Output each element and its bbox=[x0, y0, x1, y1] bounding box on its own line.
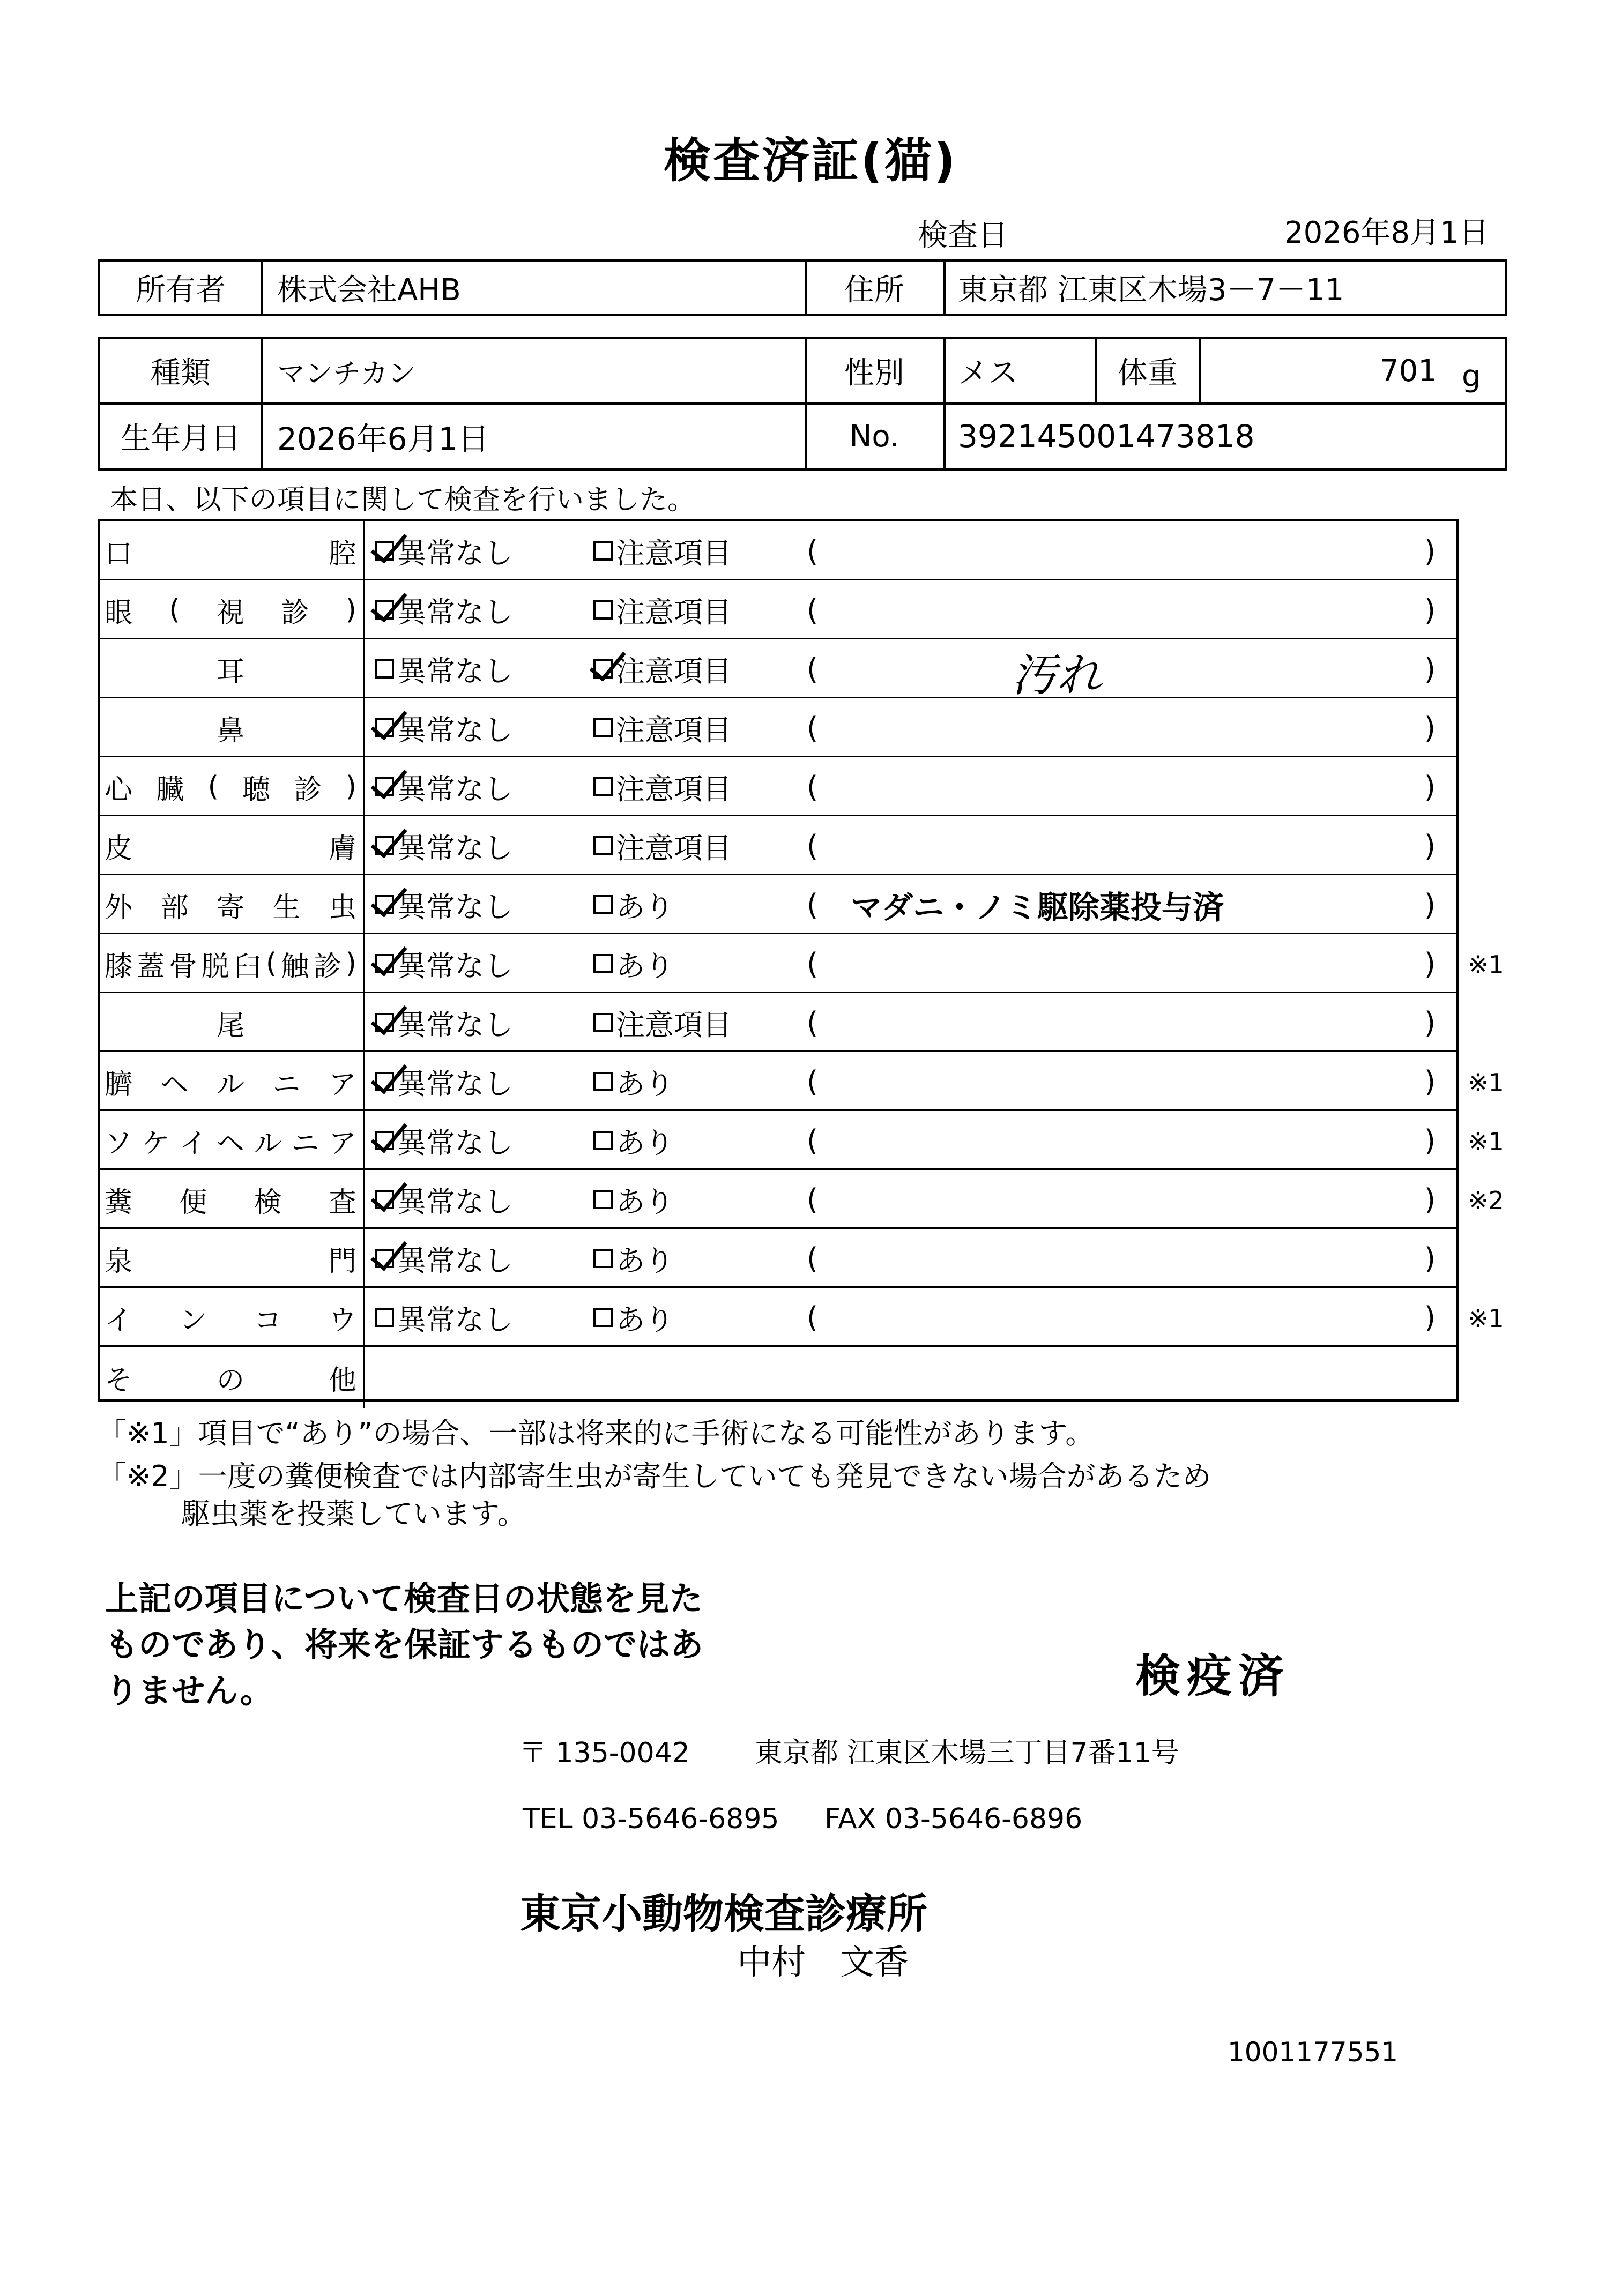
option-present-label: あり bbox=[616, 1302, 674, 1337]
checkbox-present[interactable] bbox=[593, 1072, 613, 1091]
option-present[interactable] bbox=[593, 1288, 674, 1347]
open-paren: ( bbox=[807, 888, 819, 922]
option-present-label: あり bbox=[616, 1067, 674, 1101]
checkbox-normal[interactable] bbox=[375, 1072, 394, 1091]
footnote-2-line-2: 駆虫薬を投薬しています。 bbox=[181, 1497, 526, 1531]
option-normal-label: 異常なし bbox=[397, 595, 513, 629]
checkbox-caution[interactable] bbox=[593, 659, 613, 679]
table-row bbox=[100, 1170, 1456, 1229]
open-paren: ( bbox=[807, 534, 819, 568]
option-caution[interactable] bbox=[593, 580, 732, 639]
table-row bbox=[100, 1229, 1456, 1288]
close-paren: ) bbox=[1424, 888, 1436, 922]
close-paren: ) bbox=[1424, 829, 1436, 863]
row-note: 汚れ bbox=[1012, 648, 1102, 702]
row-label: 眼 ( 視 診 ) bbox=[105, 594, 356, 629]
option-caution[interactable] bbox=[593, 816, 732, 875]
animal-table bbox=[98, 337, 1507, 471]
weight-unit: g bbox=[1462, 359, 1481, 394]
table-row bbox=[100, 816, 1456, 875]
open-paren: ( bbox=[807, 652, 819, 686]
option-normal-label: 異常なし bbox=[397, 1125, 513, 1160]
option-normal-label: 異常なし bbox=[397, 1067, 513, 1101]
close-paren: ) bbox=[1424, 770, 1436, 804]
exam-date-value: 2026年8月1日 bbox=[1284, 215, 1489, 250]
option-normal[interactable] bbox=[375, 1052, 513, 1111]
checkbox-normal[interactable] bbox=[375, 836, 394, 855]
option-caution-label: 注意項目 bbox=[616, 654, 732, 688]
row-label: ソ ケ イ ヘ ル ニ ア bbox=[105, 1127, 356, 1160]
address-label: 住所 bbox=[844, 273, 904, 308]
option-normal[interactable] bbox=[375, 698, 513, 757]
owner-table bbox=[98, 259, 1507, 316]
option-caution[interactable] bbox=[593, 757, 732, 816]
option-caution-label: 注意項目 bbox=[616, 772, 732, 806]
row-label: 口 腔 bbox=[105, 538, 356, 570]
row-label: 耳 bbox=[216, 655, 244, 688]
checkbox-normal[interactable] bbox=[375, 895, 394, 914]
checkbox-caution[interactable] bbox=[593, 836, 613, 855]
exam-date-label: 検査日 bbox=[918, 218, 1008, 253]
table-row bbox=[100, 1288, 1456, 1347]
checkbox-normal[interactable] bbox=[375, 659, 394, 679]
option-present-label: あり bbox=[616, 1243, 674, 1278]
owner-label: 所有者 bbox=[136, 273, 226, 308]
option-caution[interactable] bbox=[593, 993, 732, 1052]
option-present[interactable] bbox=[593, 1111, 674, 1170]
table-row bbox=[100, 1052, 1456, 1111]
table-row bbox=[100, 1111, 1456, 1170]
checkbox-normal[interactable] bbox=[375, 1013, 394, 1032]
footnote-2-line-1: 「※2」一度の糞便検査では内部寄生虫が寄生していても発見できない場合があるため bbox=[98, 1459, 1211, 1493]
checkbox-normal[interactable] bbox=[375, 954, 394, 973]
checkbox-normal[interactable] bbox=[375, 541, 394, 561]
open-paren: ( bbox=[807, 829, 819, 863]
open-paren: ( bbox=[807, 711, 819, 745]
close-paren: ) bbox=[1424, 652, 1436, 686]
no-value: 392145001473818 bbox=[958, 418, 1255, 454]
clinic-address: 東京都 江東区木場三丁目7番11号 bbox=[755, 1737, 1179, 1769]
weight-value: 701 bbox=[1380, 353, 1437, 389]
clinic-tel: TEL 03-5646-6895 bbox=[523, 1803, 779, 1835]
footnote-mark: ※1 bbox=[1468, 1068, 1504, 1097]
birth-value: 2026年6月1日 bbox=[277, 421, 489, 457]
close-paren: ) bbox=[1424, 1005, 1436, 1040]
row-label: 膝 蓋 骨 脱 臼 ( 触 診 ) bbox=[105, 948, 356, 983]
table-row bbox=[100, 521, 1456, 580]
open-paren: ( bbox=[807, 1241, 819, 1276]
sex-label: 性別 bbox=[844, 356, 904, 391]
option-present[interactable] bbox=[593, 1229, 674, 1288]
option-normal-label: 異常なし bbox=[397, 890, 513, 924]
row-label: 心 臓 ( 聴 診 ) bbox=[105, 771, 356, 806]
checkbox-normal[interactable] bbox=[375, 600, 394, 620]
option-normal[interactable] bbox=[375, 1288, 513, 1347]
open-paren: ( bbox=[807, 946, 819, 981]
option-normal[interactable] bbox=[375, 875, 513, 934]
option-present-label: あり bbox=[616, 890, 674, 924]
checkbox-caution[interactable] bbox=[593, 600, 613, 620]
option-present[interactable] bbox=[593, 875, 674, 934]
option-normal-label: 異常なし bbox=[397, 654, 513, 688]
row-label: 皮 膚 bbox=[105, 832, 356, 865]
footnote-mark: ※2 bbox=[1468, 1186, 1504, 1215]
option-normal[interactable] bbox=[375, 521, 513, 580]
checkbox-present[interactable] bbox=[593, 954, 613, 973]
table-row bbox=[100, 934, 1456, 993]
option-normal-label: 異常なし bbox=[397, 831, 513, 865]
row-label: 糞 便 検 査 bbox=[105, 1186, 356, 1219]
row-label: イ ン コ ウ bbox=[105, 1304, 356, 1337]
footnote-mark: ※1 bbox=[1468, 950, 1504, 979]
option-normal-label: 異常なし bbox=[397, 1008, 513, 1042]
close-paren: ) bbox=[1424, 1064, 1436, 1099]
row-note: マダニ・ノミ駆除薬投与済 bbox=[851, 889, 1224, 926]
option-normal-label: 異常なし bbox=[397, 713, 513, 747]
open-paren: ( bbox=[807, 1005, 819, 1040]
checkbox-normal[interactable] bbox=[375, 1308, 394, 1327]
option-present-label: あり bbox=[616, 1125, 674, 1160]
open-paren: ( bbox=[807, 593, 819, 627]
option-caution-label: 注意項目 bbox=[616, 1008, 732, 1042]
breed-value: マンチカン bbox=[277, 357, 416, 390]
table-row bbox=[100, 698, 1456, 757]
option-normal[interactable] bbox=[375, 993, 513, 1052]
option-caution-label: 注意項目 bbox=[616, 713, 732, 747]
option-caution-label: 注意項目 bbox=[616, 595, 732, 629]
option-normal-label: 異常なし bbox=[397, 1184, 513, 1219]
checkbox-present[interactable] bbox=[593, 1190, 613, 1209]
footnote-mark: ※1 bbox=[1468, 1304, 1504, 1333]
option-normal[interactable] bbox=[375, 934, 513, 993]
close-paren: ) bbox=[1424, 593, 1436, 627]
address-value: 東京都 江東区木場3－7－11 bbox=[958, 273, 1344, 308]
checkbox-caution[interactable] bbox=[593, 777, 613, 796]
birth-label: 生年月日 bbox=[121, 421, 241, 456]
checkbox-normal[interactable] bbox=[375, 718, 394, 737]
open-paren: ( bbox=[807, 1300, 819, 1335]
checkbox-caution[interactable] bbox=[593, 541, 613, 561]
checkbox-normal[interactable] bbox=[375, 1131, 394, 1150]
table-row bbox=[100, 639, 1456, 702]
table-row-other bbox=[100, 1347, 1456, 1408]
checkbox-caution[interactable] bbox=[593, 718, 613, 737]
open-paren: ( bbox=[807, 1182, 819, 1217]
checkbox-present[interactable] bbox=[593, 1249, 613, 1268]
table-row bbox=[100, 993, 1456, 1052]
table-row bbox=[100, 757, 1456, 816]
option-caution[interactable] bbox=[593, 698, 732, 757]
option-normal-label: 異常なし bbox=[397, 536, 513, 570]
row-label: 泉 門 bbox=[105, 1245, 356, 1278]
close-paren: ) bbox=[1424, 1123, 1436, 1158]
document-number: 1001177551 bbox=[1228, 2037, 1399, 2068]
option-caution-label: 注意項目 bbox=[616, 831, 732, 865]
checkbox-normal[interactable] bbox=[375, 1249, 394, 1268]
option-caution[interactable] bbox=[593, 521, 732, 580]
row-label: 尾 bbox=[216, 1009, 244, 1042]
checkbox-present[interactable] bbox=[593, 1308, 613, 1327]
checkbox-present[interactable] bbox=[593, 895, 613, 914]
open-paren: ( bbox=[807, 1123, 819, 1158]
option-present[interactable] bbox=[593, 934, 674, 993]
option-caution-label: 注意項目 bbox=[616, 536, 732, 570]
intro-text: 本日、以下の項目に関して検査を行いました。 bbox=[110, 484, 696, 516]
row-label: 外 部 寄 生 虫 bbox=[105, 891, 356, 924]
inspection-seal: 検疫済 bbox=[1135, 1650, 1290, 1702]
option-normal[interactable] bbox=[375, 757, 513, 816]
clinic-fax: FAX 03-5646-6896 bbox=[824, 1803, 1083, 1835]
table-row bbox=[100, 580, 1456, 639]
checkbox-normal[interactable] bbox=[375, 777, 394, 796]
option-normal-label: 異常なし bbox=[397, 949, 513, 983]
close-paren: ) bbox=[1424, 534, 1436, 568]
close-paren: ) bbox=[1424, 711, 1436, 745]
weight-label: 体重 bbox=[1118, 356, 1178, 391]
clinic-postal: 〒 135-0042 bbox=[519, 1737, 690, 1769]
option-normal[interactable] bbox=[375, 639, 513, 698]
option-normal[interactable] bbox=[375, 580, 513, 639]
disclaimer: 上記の項目について検査日の状態を見たものであり、将来を保証するものではありません。 bbox=[105, 1579, 704, 1710]
owner-value: 株式会社AHB bbox=[277, 273, 461, 308]
checkbox-normal[interactable] bbox=[375, 1190, 394, 1209]
table-row bbox=[100, 875, 1456, 934]
row-label: 臍 ヘ ル ニ ア bbox=[105, 1068, 356, 1101]
clinic-name: 東京小動物検査診療所 bbox=[520, 1890, 927, 1937]
checkbox-caution[interactable] bbox=[593, 1013, 613, 1032]
open-paren: ( bbox=[807, 1064, 819, 1099]
footnote-1: 「※1」項目で“あり”の場合、一部は将来的に手術になる可能性があります。 bbox=[98, 1417, 1095, 1450]
row-label-other: そ の 他 bbox=[105, 1364, 356, 1397]
close-paren: ) bbox=[1424, 1300, 1436, 1335]
page-title: 検査済証(猫) bbox=[663, 133, 958, 188]
row-label: 鼻 bbox=[216, 714, 244, 747]
inspection-table bbox=[98, 519, 1459, 1402]
option-caution[interactable] bbox=[593, 639, 732, 698]
option-normal-label: 異常なし bbox=[397, 772, 513, 806]
option-normal-label: 異常なし bbox=[397, 1302, 513, 1337]
option-normal[interactable] bbox=[375, 1170, 513, 1229]
close-paren: ) bbox=[1424, 1241, 1436, 1276]
open-paren: ( bbox=[807, 770, 819, 804]
close-paren: ) bbox=[1424, 1182, 1436, 1217]
close-paren: ) bbox=[1424, 946, 1436, 981]
no-label: No. bbox=[849, 419, 899, 454]
option-normal[interactable] bbox=[375, 816, 513, 875]
option-present-label: あり bbox=[616, 1184, 674, 1219]
sex-value: メス bbox=[958, 356, 1018, 391]
option-normal[interactable] bbox=[375, 1229, 513, 1288]
option-normal[interactable] bbox=[375, 1111, 513, 1170]
option-normal-label: 異常なし bbox=[397, 1243, 513, 1278]
checkbox-present[interactable] bbox=[593, 1131, 613, 1150]
footnote-mark: ※1 bbox=[1468, 1127, 1504, 1156]
veterinarian-name: 中村 文香 bbox=[737, 1943, 909, 1982]
option-present[interactable] bbox=[593, 1170, 674, 1229]
option-present-label: あり bbox=[616, 949, 674, 983]
breed-label: 種類 bbox=[151, 356, 211, 391]
option-present[interactable] bbox=[593, 1052, 674, 1111]
